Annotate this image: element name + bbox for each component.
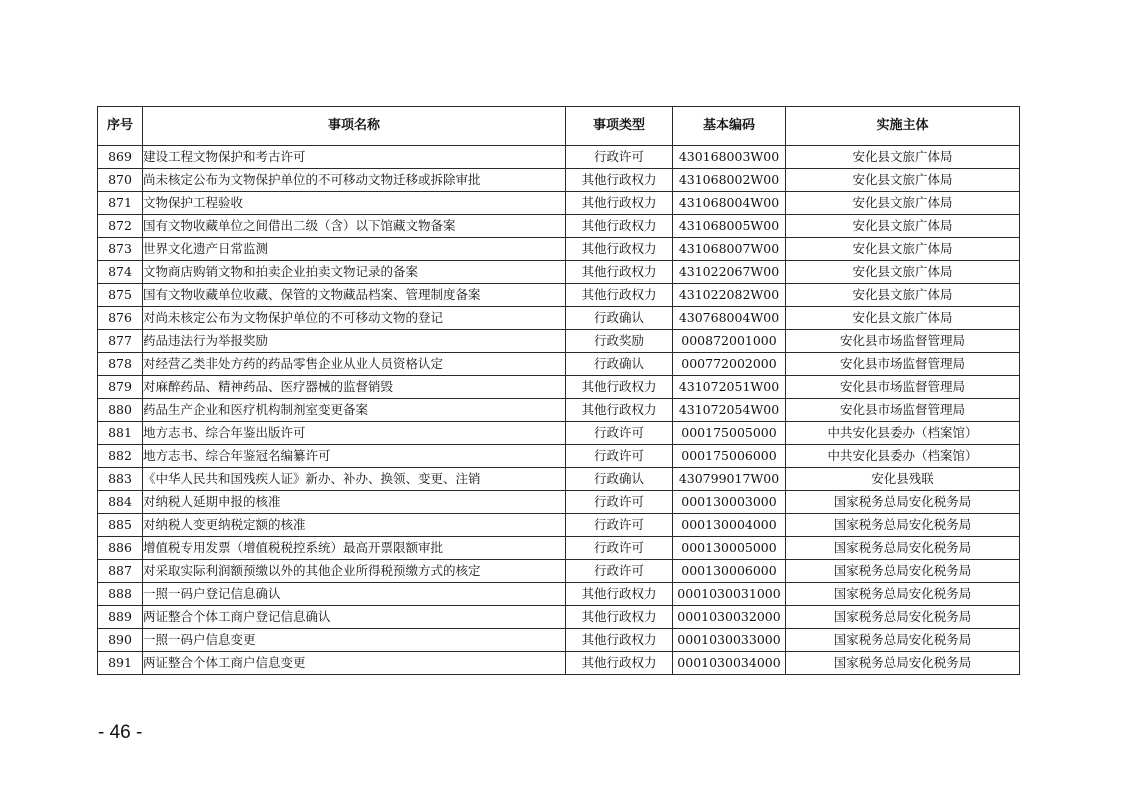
table-row [98,284,1020,307]
header-no: 序号 [98,107,143,146]
table-row [98,537,1020,560]
implementing-body: 安化县文旅广体局 [786,307,1020,330]
row-number: 887 [98,560,143,583]
basic-code: 0001030031000 [673,583,786,606]
implementing-body: 国家税务总局安化税务局 [786,514,1020,537]
matter-type: 行政许可 [566,514,673,537]
matter-type: 行政许可 [566,491,673,514]
basic-code: 431068004W00 [673,192,786,215]
matter-type: 其他行政权力 [566,192,673,215]
basic-code: 000872001000 [673,330,786,353]
matter-name: 对纳税人延期申报的核准 [143,491,566,514]
table-row [98,307,1020,330]
table-row [98,514,1020,537]
implementing-body: 国家税务总局安化税务局 [786,606,1020,629]
implementing-body: 安化县文旅广体局 [786,261,1020,284]
implementing-body: 安化县文旅广体局 [786,238,1020,261]
row-number: 886 [98,537,143,560]
matter-type: 其他行政权力 [566,652,673,675]
matter-type: 其他行政权力 [566,606,673,629]
matter-name: 对纳税人变更纳税定额的核准 [143,514,566,537]
implementing-body: 安化县市场监督管理局 [786,376,1020,399]
matter-type: 行政确认 [566,353,673,376]
table-row [98,422,1020,445]
implementing-body: 国家税务总局安化税务局 [786,491,1020,514]
table-row [98,353,1020,376]
row-number: 877 [98,330,143,353]
matter-type: 其他行政权力 [566,376,673,399]
implementing-body: 中共安化县委办（档案馆） [786,422,1020,445]
matter-name: 药品生产企业和医疗机构制剂室变更备案 [143,399,566,422]
implementing-body: 安化县文旅广体局 [786,146,1020,169]
basic-code: 0001030034000 [673,652,786,675]
page-number: - 46 - [98,722,143,743]
row-number: 888 [98,583,143,606]
matter-type: 行政许可 [566,560,673,583]
basic-code: 431072051W00 [673,376,786,399]
matter-name: 对尚未核定公布为文物保护单位的不可移动文物的登记 [143,307,566,330]
table-row [98,238,1020,261]
matter-name: 对采取实际利润额预缴以外的其他企业所得税预缴方式的核定 [143,560,566,583]
matter-type: 其他行政权力 [566,215,673,238]
matter-name: 《中华人民共和国残疾人证》新办、补办、换领、变更、注销 [143,468,566,491]
row-number: 871 [98,192,143,215]
implementing-body: 国家税务总局安化税务局 [786,583,1020,606]
matter-name: 增值税专用发票（增值税税控系统）最高开票限额审批 [143,537,566,560]
basic-code: 000772002000 [673,353,786,376]
table-row [98,192,1020,215]
matter-type: 行政确认 [566,468,673,491]
row-number: 869 [98,146,143,169]
matter-name: 文物保护工程验收 [143,192,566,215]
row-number: 881 [98,422,143,445]
basic-code: 431022067W00 [673,261,786,284]
implementing-body: 中共安化县委办（档案馆） [786,445,1020,468]
row-number: 870 [98,169,143,192]
basic-code: 0001030033000 [673,629,786,652]
basic-code: 000175006000 [673,445,786,468]
basic-code: 000175005000 [673,422,786,445]
basic-code: 000130005000 [673,537,786,560]
table-row [98,560,1020,583]
matter-type: 行政奖励 [566,330,673,353]
table-header [98,107,1020,146]
basic-code: 430768004W00 [673,307,786,330]
matter-type: 其他行政权力 [566,238,673,261]
header-name: 事项名称 [143,107,566,146]
implementing-body: 国家税务总局安化税务局 [786,629,1020,652]
row-number: 891 [98,652,143,675]
matter-name: 一照一码户信息变更 [143,629,566,652]
matter-name: 地方志书、综合年鉴出版许可 [143,422,566,445]
matter-name: 两证整合个体工商户登记信息确认 [143,606,566,629]
table-row [98,169,1020,192]
row-number: 889 [98,606,143,629]
basic-code: 431068002W00 [673,169,786,192]
matter-type: 行政许可 [566,537,673,560]
row-number: 882 [98,445,143,468]
matter-type: 其他行政权力 [566,583,673,606]
header-row [98,107,1020,146]
matter-type: 行政确认 [566,307,673,330]
implementing-body: 国家税务总局安化税务局 [786,560,1020,583]
row-number: 875 [98,284,143,307]
table-row [98,583,1020,606]
matter-name: 两证整合个体工商户信息变更 [143,652,566,675]
basic-code: 430168003W00 [673,146,786,169]
basic-code: 431022082W00 [673,284,786,307]
basic-code: 431068007W00 [673,238,786,261]
matter-name: 世界文化遗产日常监测 [143,238,566,261]
table-row [98,491,1020,514]
row-number: 884 [98,491,143,514]
implementing-body: 国家税务总局安化税务局 [786,537,1020,560]
row-number: 872 [98,215,143,238]
matter-name: 地方志书、综合年鉴冠名编纂许可 [143,445,566,468]
matter-name: 文物商店购销文物和拍卖企业拍卖文物记录的备案 [143,261,566,284]
basic-code: 430799017W00 [673,468,786,491]
table-row [98,606,1020,629]
row-number: 883 [98,468,143,491]
implementing-body: 安化县市场监督管理局 [786,353,1020,376]
implementing-body: 安化县文旅广体局 [786,192,1020,215]
matter-type: 行政许可 [566,146,673,169]
matter-name: 药品违法行为举报奖励 [143,330,566,353]
matter-name: 对经营乙类非处方药的药品零售企业从业人员资格认定 [143,353,566,376]
table-body [98,146,1020,675]
row-number: 874 [98,261,143,284]
matter-type: 行政许可 [566,445,673,468]
implementing-body: 安化县文旅广体局 [786,169,1020,192]
table-row [98,146,1020,169]
table-row [98,445,1020,468]
basic-code: 0001030032000 [673,606,786,629]
implementing-body: 安化县残联 [786,468,1020,491]
implementing-body: 安化县文旅广体局 [786,215,1020,238]
row-number: 890 [98,629,143,652]
basic-code: 000130004000 [673,514,786,537]
header-org: 实施主体 [786,107,1020,146]
basic-code: 000130006000 [673,560,786,583]
matter-type: 其他行政权力 [566,261,673,284]
implementing-body: 国家税务总局安化税务局 [786,652,1020,675]
matter-type: 其他行政权力 [566,284,673,307]
row-number: 873 [98,238,143,261]
matter-type: 其他行政权力 [566,399,673,422]
implementing-body: 安化县市场监督管理局 [786,399,1020,422]
matter-name: 国有文物收藏单位收藏、保管的文物藏品档案、管理制度备案 [143,284,566,307]
table-row [98,652,1020,675]
header-type: 事项类型 [566,107,673,146]
table-row [98,468,1020,491]
row-number: 878 [98,353,143,376]
table-row [98,261,1020,284]
basic-code: 000130003000 [673,491,786,514]
table-row [98,376,1020,399]
row-number: 880 [98,399,143,422]
matter-type: 其他行政权力 [566,629,673,652]
table-row [98,330,1020,353]
table-row [98,399,1020,422]
matter-name: 建设工程文物保护和考古许可 [143,146,566,169]
table-row [98,629,1020,652]
row-number: 879 [98,376,143,399]
basic-code: 431068005W00 [673,215,786,238]
matter-name: 一照一码户登记信息确认 [143,583,566,606]
implementing-body: 安化县文旅广体局 [786,284,1020,307]
matter-name: 尚未核定公布为文物保护单位的不可移动文物迁移或拆除审批 [143,169,566,192]
matter-type: 行政许可 [566,422,673,445]
matters-table [97,106,1020,675]
matter-type: 其他行政权力 [566,169,673,192]
basic-code: 431072054W00 [673,399,786,422]
row-number: 885 [98,514,143,537]
matter-name: 对麻醉药品、精神药品、医疗器械的监督销毁 [143,376,566,399]
matter-name: 国有文物收藏单位之间借出二级（含）以下馆藏文物备案 [143,215,566,238]
row-number: 876 [98,307,143,330]
implementing-body: 安化县市场监督管理局 [786,330,1020,353]
table-row [98,215,1020,238]
header-code: 基本编码 [673,107,786,146]
